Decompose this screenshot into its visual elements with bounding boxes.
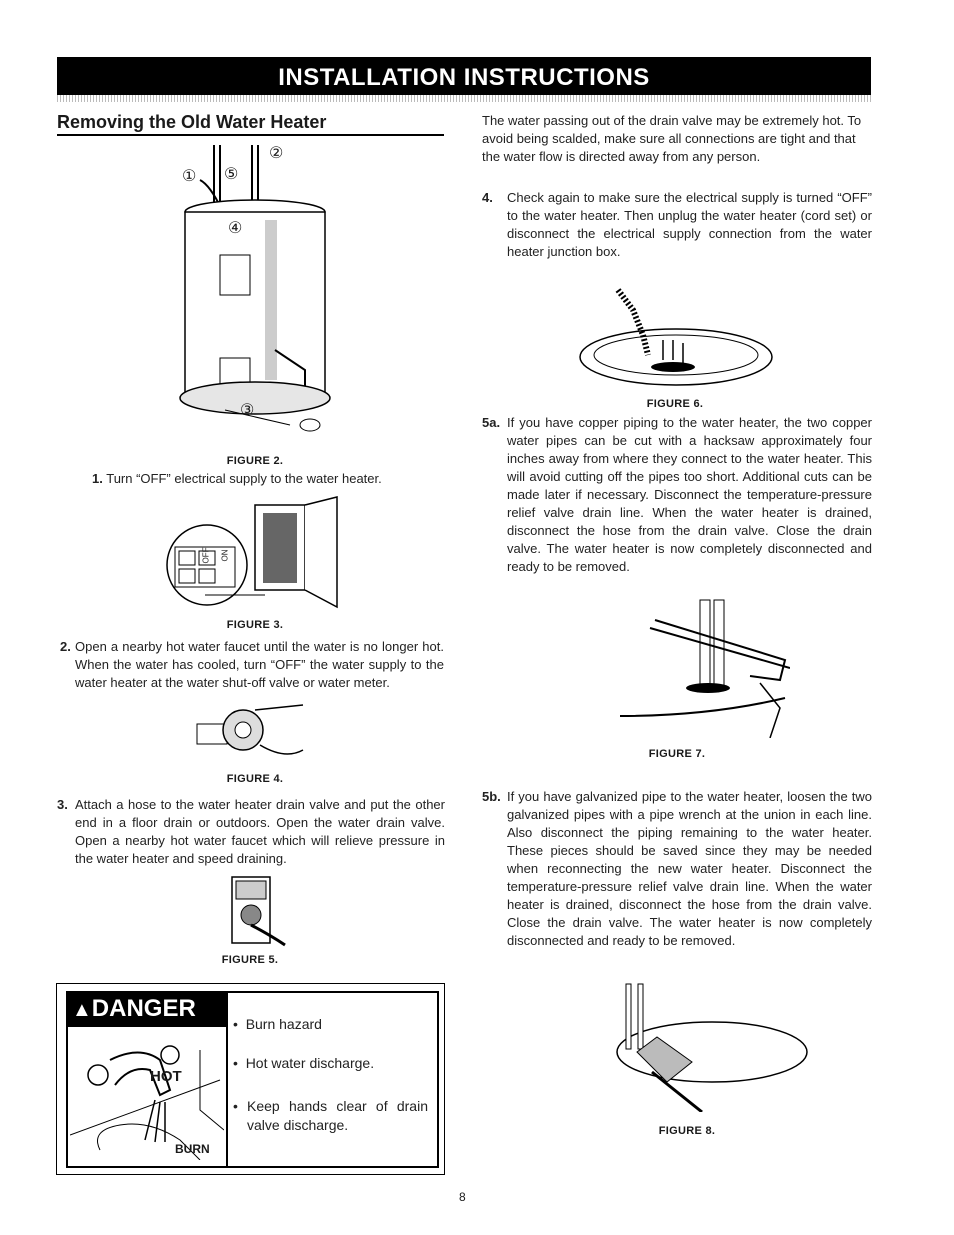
step-1-number: 1.: [92, 471, 103, 486]
step-4: [482, 189, 872, 261]
section-title: Removing the Old Water Heater: [57, 112, 327, 132]
drain-valve-hose-illustration: [230, 875, 290, 947]
step-1-text: Turn “OFF” electrical supply to the water heater.: [106, 471, 382, 486]
callout-4: ④: [228, 220, 243, 237]
danger-bullet-1: • Burn hazard: [233, 1016, 322, 1032]
danger-divider: [226, 991, 228, 1166]
step-1: [92, 470, 382, 488]
step-3-text: Attach a hose to the water heater drain valve and put the other end in a floor drain or outdoors. Open the water drain valve. Open a nearby hot water faucet which will relieve pressure in the water heater and speed draining.: [75, 797, 445, 866]
danger-bullet-3-text: Keep hands clear of drain valve discharge.: [247, 1098, 428, 1133]
danger-bullet-2: • Hot water discharge.: [233, 1055, 375, 1071]
breaker-panel-illustration: [165, 495, 345, 615]
figure-5-caption: FIGURE 5.: [221, 954, 279, 966]
step-2-number: 2.: [60, 639, 71, 654]
hot-label: HOT: [150, 1068, 182, 1085]
danger-bullet-1-text: Burn hazard: [245, 1016, 322, 1032]
danger-bullet-3: • Keep hands clear of drain valve discharge.: [233, 1098, 428, 1133]
warning-triangle-icon: ▲: [72, 999, 92, 1021]
step-5b: [482, 788, 872, 953]
figure-7-caption: FIGURE 7.: [648, 748, 706, 760]
figure-3-caption: FIGURE 3.: [226, 619, 284, 631]
step-5a-text: If you have copper piping to the water heater, the two copper water pipes can be cut with a hacksaw approximately four inches away from where they connect to the water heater. This will avoid cutting off the pipes too short. Additional cuts can be made later if necessary. Disconnect the temperature-pressure relief valve drain line. When the water heater is drained, disconnect the hose from the drain valve. Close the drain valve. The water heater is now completely disconnected and ready to be removed.: [507, 415, 872, 574]
figure-4-caption: FIGURE 4.: [226, 773, 284, 785]
callout-1: ①: [182, 168, 197, 185]
shutoff-valve-illustration: [195, 700, 310, 765]
step-2: [60, 638, 444, 698]
section-title-rule: [57, 134, 444, 136]
callout-3: ③: [240, 402, 255, 419]
step-3-number: 3.: [57, 797, 68, 812]
pipe-wrench-illustration: [582, 982, 812, 1112]
step-4-text: Check again to make sure the electrical supply is turned “OFF” to the water heater. Then unplug the water heater (cord set) or disconnect the electrical supply connection from the water heater junction box.: [507, 190, 872, 259]
breaker-on-label: ON: [220, 549, 230, 562]
page-number: 8: [459, 1190, 466, 1204]
step-5a-number: 5a.: [482, 415, 501, 430]
callout-5: ⑤: [224, 166, 239, 183]
step-4-number: 4.: [482, 190, 493, 205]
step-2-text: Open a nearby hot water faucet until the water is no longer hot. When the water has cooled, turn “OFF” the water supply to the water heater at the water shut-off valve or water meter.: [75, 639, 444, 690]
breaker-off-label: OFF: [201, 547, 211, 564]
step-5a: [482, 414, 872, 579]
step-5b-text: If you have galvanized pipe to the water heater, loosen the two galvanized pipes with a pipe wrench at the union in each line. Also disconnect the piping remaining to the water heater. These pieces should be saved since they may be needed when reconnecting the new water heater. Disconnect the temperature-pressure relief valve drain line. When the water heater is drained, disconnect the hose from the drain valve. Close the drain valve. The water heater is now completely disconnected and ready to be removed.: [507, 789, 872, 948]
burn-label: BURN: [175, 1142, 210, 1156]
figure-8-caption: FIGURE 8.: [658, 1125, 716, 1137]
figure-2-caption: FIGURE 2.: [226, 455, 284, 467]
callout-2: ②: [269, 145, 284, 162]
danger-bullet-2-text: Hot water discharge.: [245, 1055, 375, 1071]
danger-label: DANGER: [91, 995, 196, 1022]
hacksaw-cutting-pipe-illustration: [620, 598, 790, 738]
banner-dotted-rule: [57, 95, 871, 102]
page-banner: INSTALLATION INSTRUCTIONS: [57, 57, 871, 95]
intro-paragraph: The water passing out of the drain valve may be extremely hot. To avoid being scalded, make sure all connections are tight and that the water flow is directed away from any person.: [482, 113, 862, 164]
unplug-heater-top-illustration: [578, 285, 778, 390]
step-3: [57, 796, 445, 868]
hot-water-burn-illustration: [70, 1030, 224, 1160]
figure-6-caption: FIGURE 6.: [646, 398, 704, 410]
danger-header: [66, 991, 226, 1027]
step-5b-number: 5b.: [482, 789, 501, 804]
